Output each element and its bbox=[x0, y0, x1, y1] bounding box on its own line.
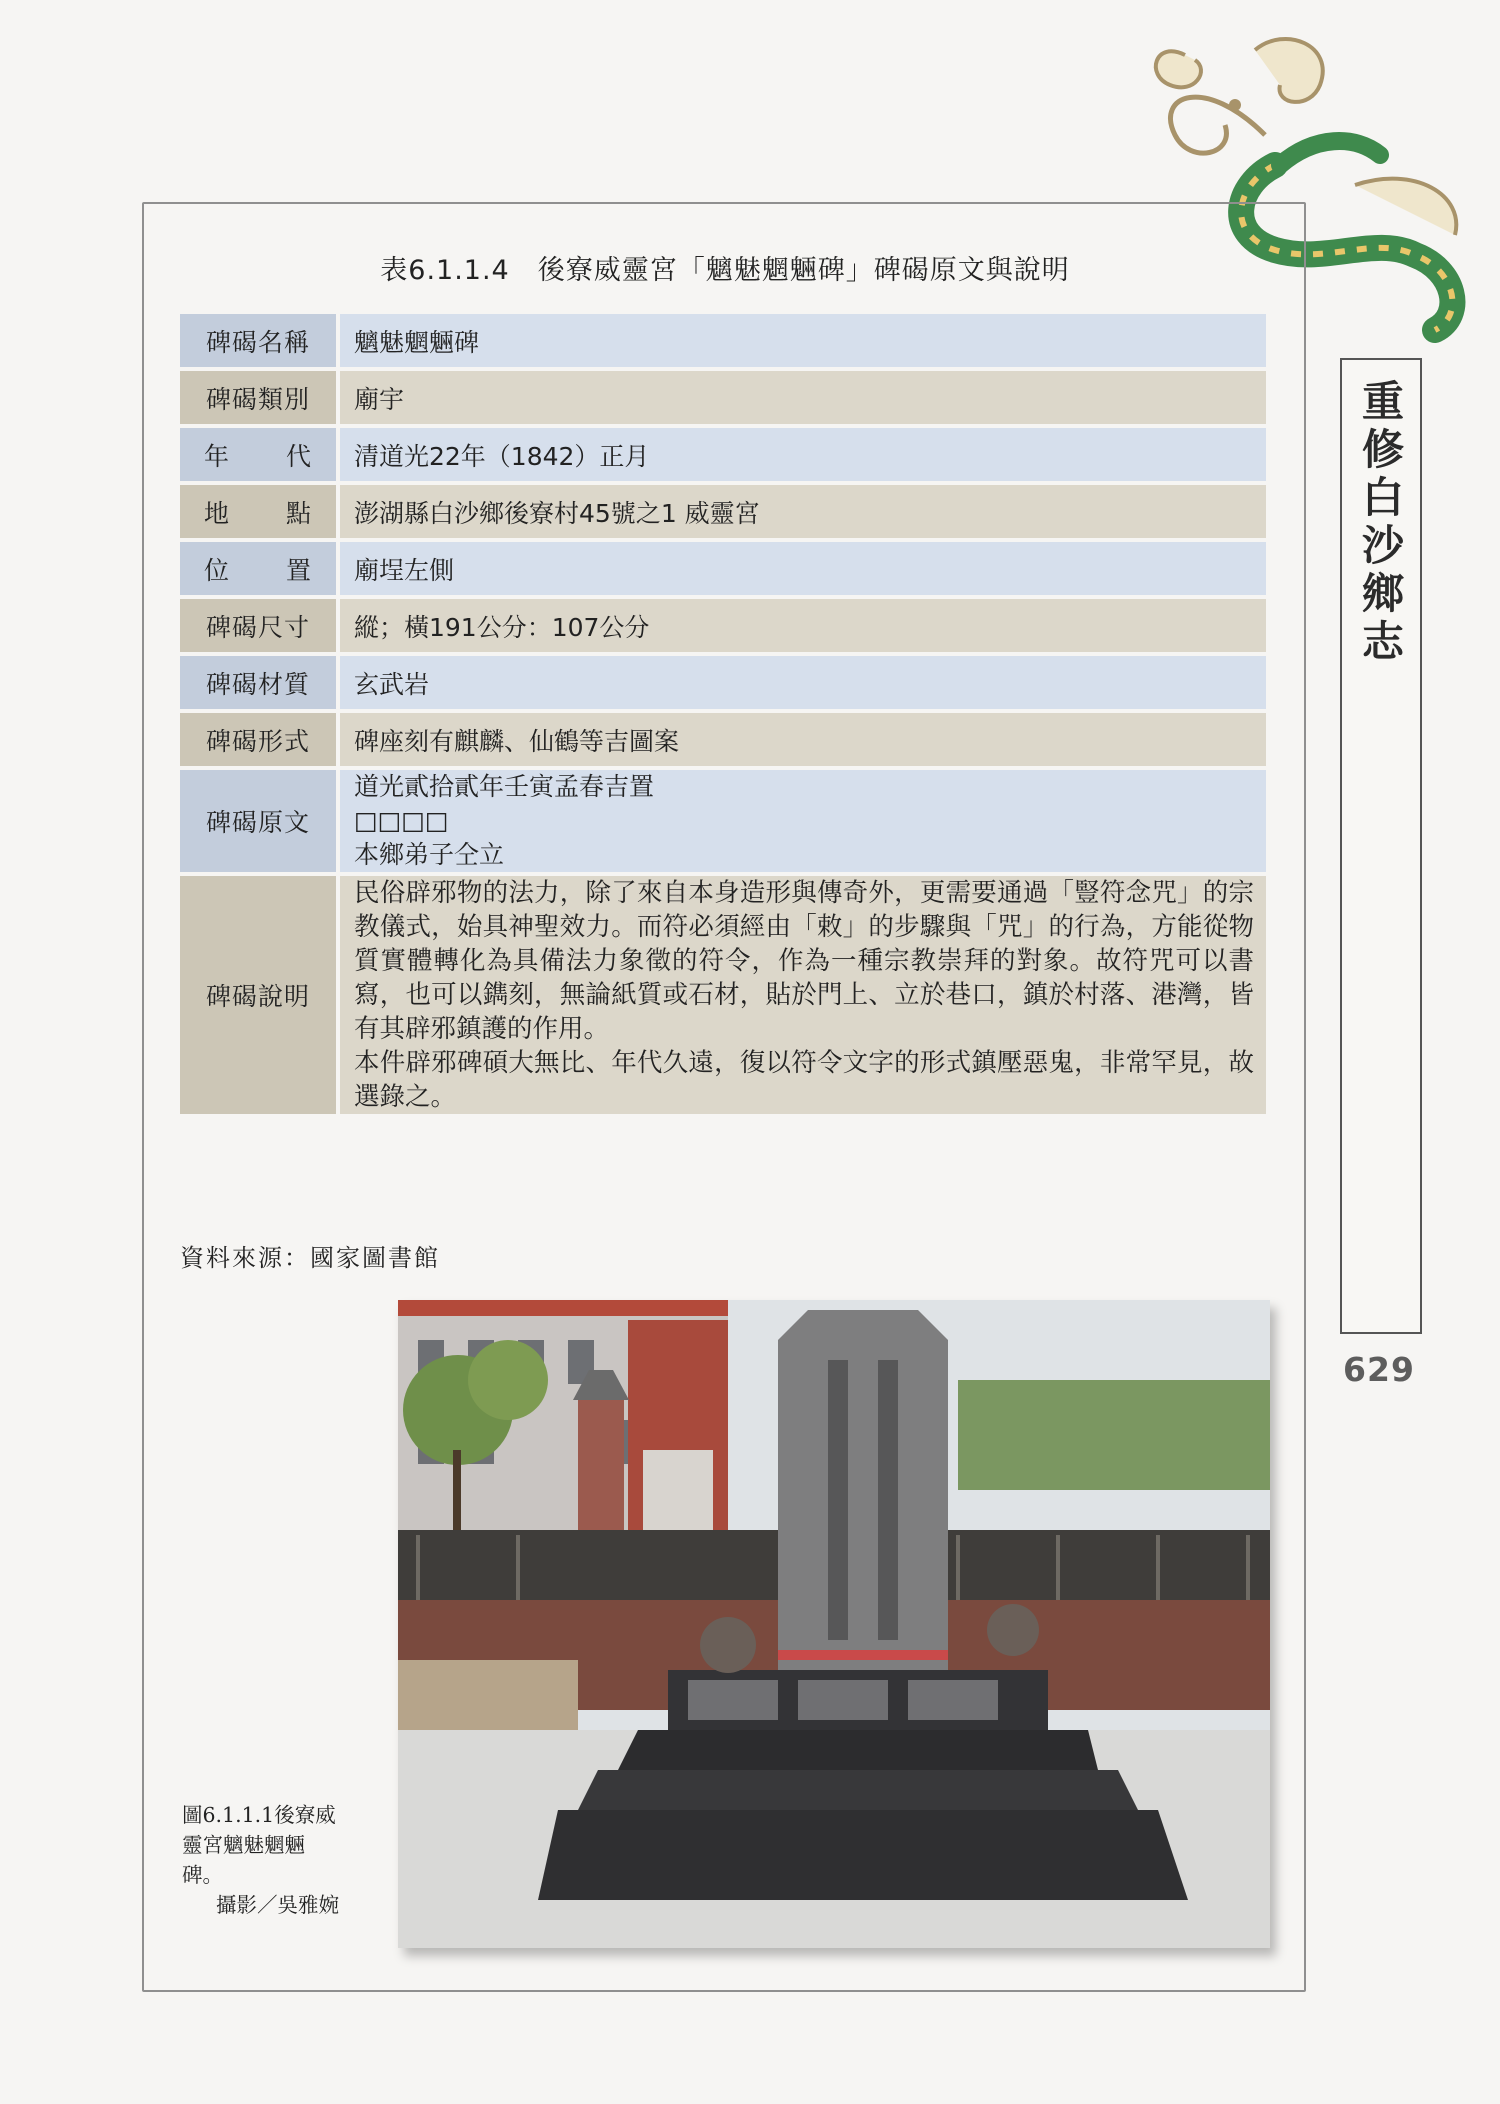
photo-credit: 攝影／吳雅婉 bbox=[216, 1893, 339, 1917]
source-note: 資料來源：國家圖書館 bbox=[180, 1244, 440, 1272]
inscription-table bbox=[180, 310, 1266, 1118]
side-title: 重 修 白 沙 鄉 志 bbox=[1362, 377, 1405, 666]
table-row bbox=[180, 656, 1266, 709]
stele-photo bbox=[398, 1300, 1270, 1948]
row-label: 位 置 bbox=[180, 542, 340, 595]
row-value: 魑魅魍魎碑 bbox=[340, 314, 1266, 367]
table-row bbox=[180, 428, 1266, 481]
photo-caption bbox=[182, 1800, 372, 1920]
table-row bbox=[180, 713, 1266, 766]
table-title: 表6.1.1.4 後寮威靈宮「魑魅魍魎碑」碑碣原文與說明 bbox=[380, 255, 1070, 286]
table-row bbox=[180, 770, 1266, 872]
description-paragraph: 民俗辟邪物的法力，除了來自本身造形與傳奇外，更需要通過「豎符念咒」的宗教儀式，始具神聖效力。而符必須經由「敕」的步驟與「咒」的行為，方能從物質實體轉化為具備法力象徵的符令，作為一種宗教崇拜的對象。故符咒可以書寫，也可以鐫刻，無論紙質或石材，貼於門上、立於巷口，鎮於村落、港灣，皆有其辟邪鎮護的作用。 bbox=[354, 878, 1254, 1044]
row-value: 縱；橫191公分：107公分 bbox=[340, 599, 1266, 652]
page-number: 629 bbox=[1343, 1350, 1415, 1389]
inscription-line: □□□□ bbox=[354, 806, 449, 835]
table-row bbox=[180, 876, 1266, 1114]
row-label: 碑碣材質 bbox=[180, 656, 340, 709]
row-label: 碑碣形式 bbox=[180, 713, 340, 766]
row-label: 碑碣原文 bbox=[180, 770, 340, 872]
row-label: 碑碣名稱 bbox=[180, 314, 340, 367]
table-row bbox=[180, 542, 1266, 595]
row-value: 碑座刻有麒麟、仙鶴等吉圖案 bbox=[340, 713, 1266, 766]
inscription-line: 道光貳拾貳年壬寅孟春吉置 bbox=[354, 772, 655, 801]
inscription-line: 本鄉弟子仝立 bbox=[354, 840, 505, 869]
row-value: 清道光22年（1842）正月 bbox=[340, 428, 1266, 481]
table-row bbox=[180, 314, 1266, 367]
table-row bbox=[180, 599, 1266, 652]
table-row bbox=[180, 485, 1266, 538]
row-value bbox=[340, 770, 1266, 872]
caption-line: 碑。 bbox=[182, 1863, 223, 1887]
table-row bbox=[180, 371, 1266, 424]
row-label: 地 點 bbox=[180, 485, 340, 538]
row-label: 碑碣說明 bbox=[180, 876, 340, 1114]
row-value: 玄武岩 bbox=[340, 656, 1266, 709]
caption-line: 靈宮魑魅魍魎 bbox=[182, 1833, 305, 1857]
row-value bbox=[340, 876, 1266, 1114]
row-value: 廟埕左側 bbox=[340, 542, 1266, 595]
description-paragraph: 本件辟邪碑碩大無比、年代久遠，復以符令文字的形式鎮壓惡鬼，非常罕見，故選錄之。 bbox=[354, 1048, 1254, 1112]
row-value: 廟宇 bbox=[340, 371, 1266, 424]
row-label: 年 代 bbox=[180, 428, 340, 481]
row-label: 碑碣類別 bbox=[180, 371, 340, 424]
row-value: 澎湖縣白沙鄉後寮村45號之1 威靈宮 bbox=[340, 485, 1266, 538]
caption-line: 圖6.1.1.1後寮威 bbox=[182, 1803, 336, 1827]
row-label: 碑碣尺寸 bbox=[180, 599, 340, 652]
